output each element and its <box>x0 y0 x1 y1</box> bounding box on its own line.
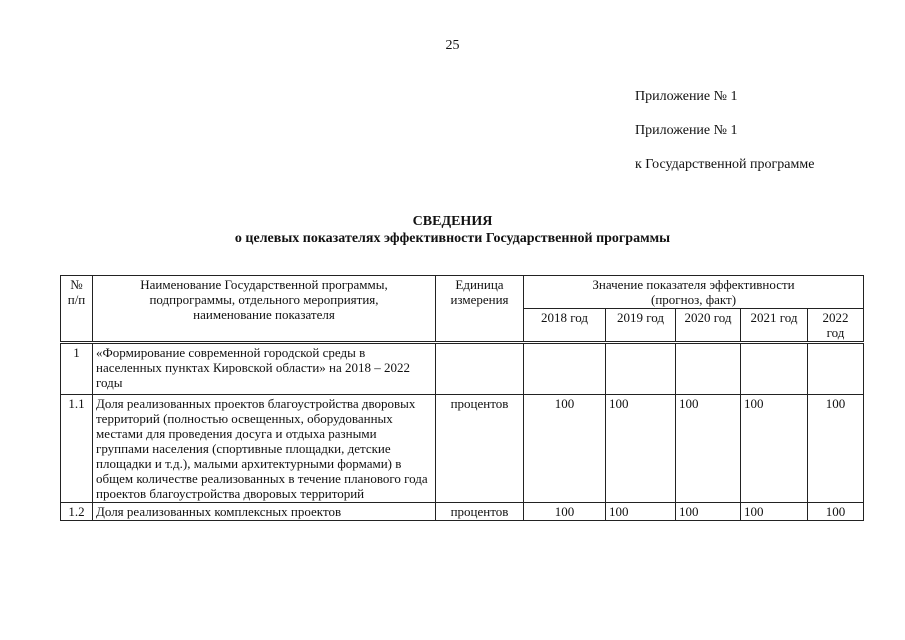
header-year: 2020 год <box>676 309 741 343</box>
row-name: Доля реализованных комплексных проектов <box>93 503 436 521</box>
row-value: 100 <box>676 503 741 521</box>
header-year: 2018 год <box>524 309 606 343</box>
appendix-line-2: Приложение № 1 <box>635 123 738 138</box>
row-value: 100 <box>808 395 864 503</box>
table-header-row <box>61 276 864 309</box>
row-value: 100 <box>524 395 606 503</box>
row-num: 1 <box>61 343 93 395</box>
header-name: Наименование Государственной программы, подпрограммы, отдельного мероприятия, наименование показателя <box>93 276 436 343</box>
header-year: 2019 год <box>606 309 676 343</box>
row-value: 100 <box>606 395 676 503</box>
row-value <box>606 343 676 395</box>
row-unit <box>436 343 524 395</box>
row-value: 100 <box>741 395 808 503</box>
title-line-2: о целевых показателях эффективности Государственной программы <box>234 231 671 246</box>
header-year: 2022 год <box>808 309 864 343</box>
row-value: 100 <box>808 503 864 521</box>
header-value-group: Значение показателя эффективности (прогноз, факт) <box>524 276 864 309</box>
row-name: «Формирование современной городской среды в населенных пунктах Кировской области» на 2018 – 2022 годы <box>93 343 436 395</box>
row-value: 100 <box>676 395 741 503</box>
header-unit: Единица измерения <box>436 276 524 343</box>
row-unit: процентов <box>436 395 524 503</box>
page-number: 25 <box>445 38 460 53</box>
indicators-table <box>60 275 864 521</box>
row-value: 100 <box>524 503 606 521</box>
row-num: 1.2 <box>61 503 93 521</box>
row-value <box>808 343 864 395</box>
title-line-1: СВЕДЕНИЯ <box>412 214 493 229</box>
row-value: 100 <box>741 503 808 521</box>
row-num: 1.1 <box>61 395 93 503</box>
appendix-line-1: Приложение № 1 <box>635 89 738 104</box>
row-unit: процентов <box>436 503 524 521</box>
row-value <box>676 343 741 395</box>
row-value <box>524 343 606 395</box>
header-num: № п/п <box>61 276 93 343</box>
appendix-line-3: к Государственной программе <box>635 157 815 172</box>
table-row <box>61 343 864 395</box>
row-value <box>741 343 808 395</box>
header-year: 2021 год <box>741 309 808 343</box>
document-title <box>0 213 905 247</box>
table-row <box>61 503 864 521</box>
table-row <box>61 395 864 503</box>
row-name: Доля реализованных проектов благоустройства дворовых территорий (полностью освещенных, оборудованных местами для проведения досуга и отдыха разными группами населения (спортивные площадки, детские площадки и т.д.), малыми архитектурными формами) в общем количестве реализованных в течение планового года проектов благоустройства дворовых территорий <box>93 395 436 503</box>
row-value: 100 <box>606 503 676 521</box>
